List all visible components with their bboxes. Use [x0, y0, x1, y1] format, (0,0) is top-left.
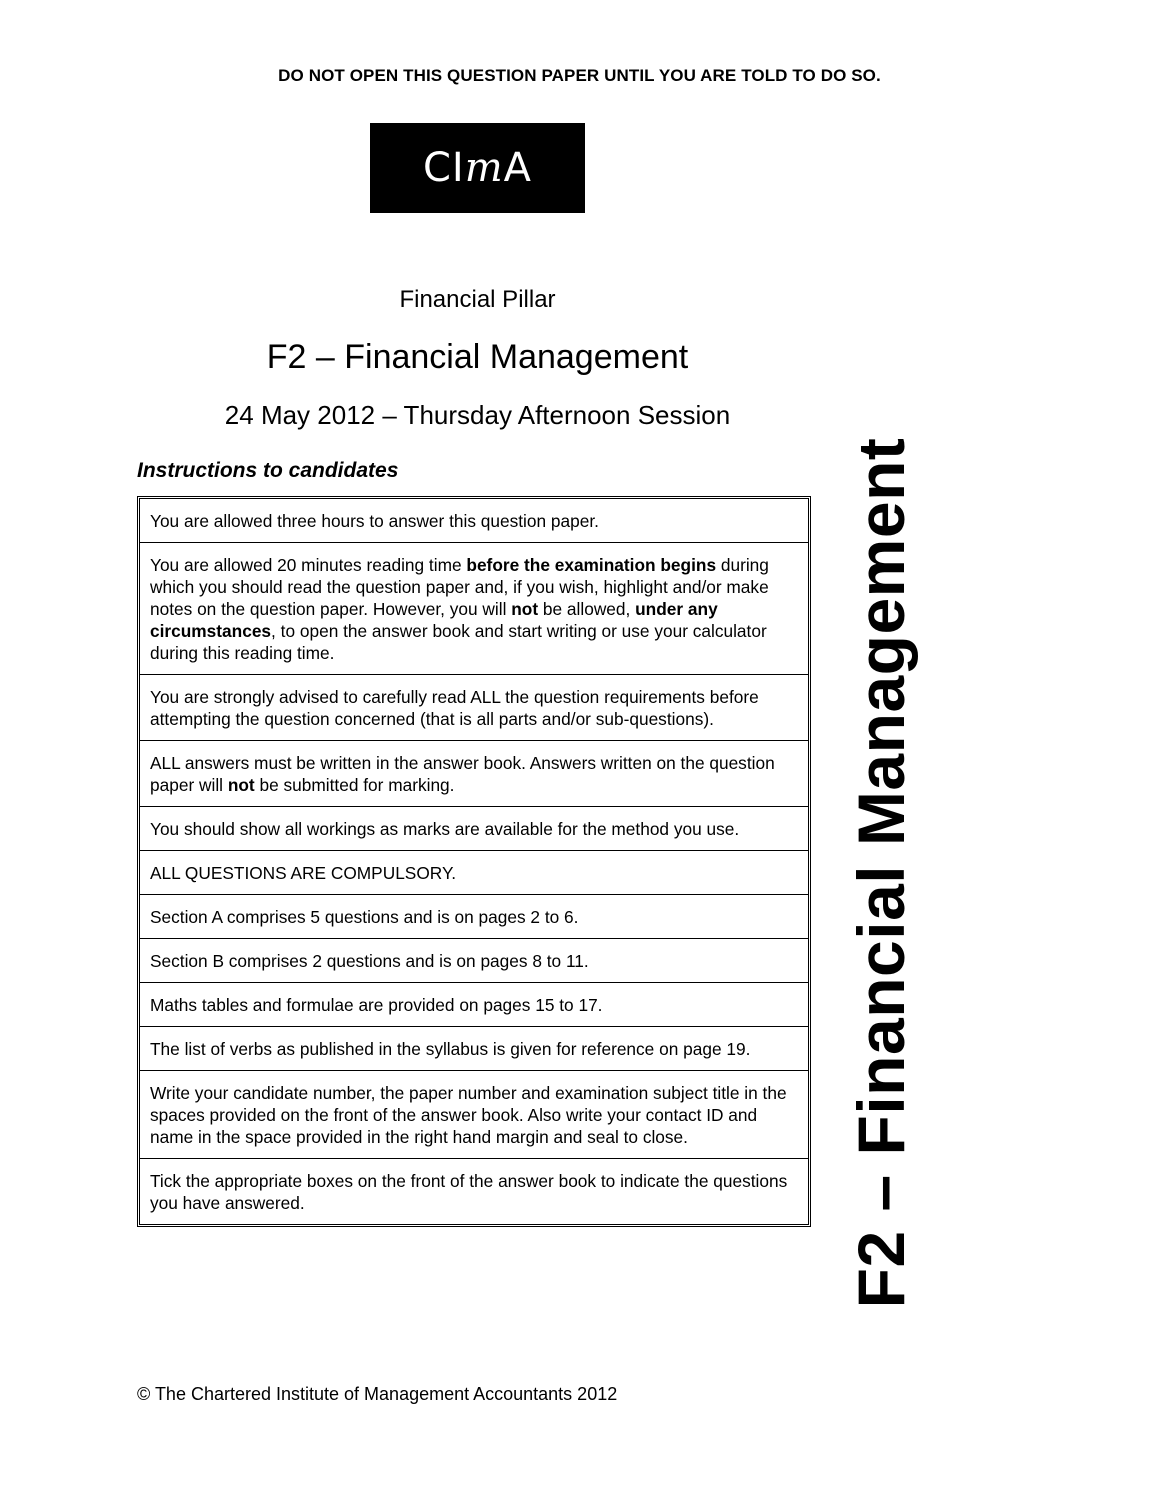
instruction-text: Section B comprises 2 questions and is on pages 8 to 11.: [150, 951, 589, 971]
instruction-row: [140, 982, 808, 1026]
instruction-text: be submitted for marking.: [254, 775, 455, 795]
copyright-notice: © The Chartered Institute of Management Accountants 2012: [137, 1384, 618, 1404]
instruction-emphasis: not: [227, 775, 255, 795]
side-title: [833, 430, 928, 1315]
instruction-row: [140, 894, 808, 938]
instruction-text: ALL answers must be written in the answer book. Answers written on the question paper will: [150, 753, 775, 795]
instruction-row: [140, 740, 808, 806]
paper-title: F2 – Financial Management: [266, 338, 689, 376]
instruction-text: You are strongly advised to carefully read ALL the question requirements before attempting the question concerned (that is all parts and/or sub-questions).: [150, 687, 759, 729]
instruction-text: You are allowed 20 minutes reading time: [150, 555, 467, 575]
exam-warning: DO NOT OPEN THIS QUESTION PAPER UNTIL YOU ARE TOLD TO DO SO.: [278, 66, 881, 85]
instruction-row: [140, 806, 808, 850]
instructions-table: [137, 496, 811, 1227]
instruction-row: [140, 1070, 808, 1158]
instruction-text: Write your candidate number, the paper number and examination subject title in the spaces provided on the front of the answer book. Also write your contact ID and name in the space provided in the right hand margin and seal to close.: [150, 1083, 787, 1147]
session-date: 24 May 2012 – Thursday Afternoon Session: [224, 400, 731, 430]
instruction-text: during which you should read the question paper and, if you wish, highlight and/or make notes on the question paper. However, you will: [150, 555, 769, 619]
instruction-row: [140, 499, 808, 542]
instruction-text: The list of verbs as published in the syllabus is given for reference on page 19.: [150, 1039, 751, 1059]
instruction-row: [140, 674, 808, 740]
instruction-emphasis: before the examination begins: [466, 555, 717, 575]
instruction-text: be allowed,: [538, 599, 636, 619]
instruction-row: [140, 542, 808, 674]
instruction-text: You are allowed three hours to answer this question paper.: [150, 511, 599, 531]
instruction-row: [140, 1158, 808, 1224]
instructions-heading: Instructions to candidates: [137, 459, 399, 482]
instruction-text: You should show all workings as marks are available for the method you use.: [150, 819, 740, 839]
cima-logo: CI m A: [370, 123, 585, 213]
instruction-row: [140, 1026, 808, 1070]
instruction-emphasis: under any circumstances: [150, 599, 718, 641]
instruction-text: Maths tables and formulae are provided on pages 15 to 17.: [150, 995, 603, 1015]
instruction-row: [140, 850, 808, 894]
instruction-emphasis: not: [511, 599, 539, 619]
instruction-row: [140, 938, 808, 982]
pillar-name: Financial Pillar: [399, 286, 556, 313]
instruction-text: Section A comprises 5 questions and is on pages 2 to 6.: [150, 907, 579, 927]
instruction-text: , to open the answer book and start writing or use your calculator during this reading time.: [150, 621, 767, 663]
instruction-text: Tick the appropriate boxes on the front of the answer book to indicate the questions you have answered.: [150, 1171, 788, 1213]
side-title-text: F2 – Financial Management: [843, 437, 918, 1308]
instruction-text: ALL QUESTIONS ARE COMPULSORY.: [150, 863, 457, 883]
